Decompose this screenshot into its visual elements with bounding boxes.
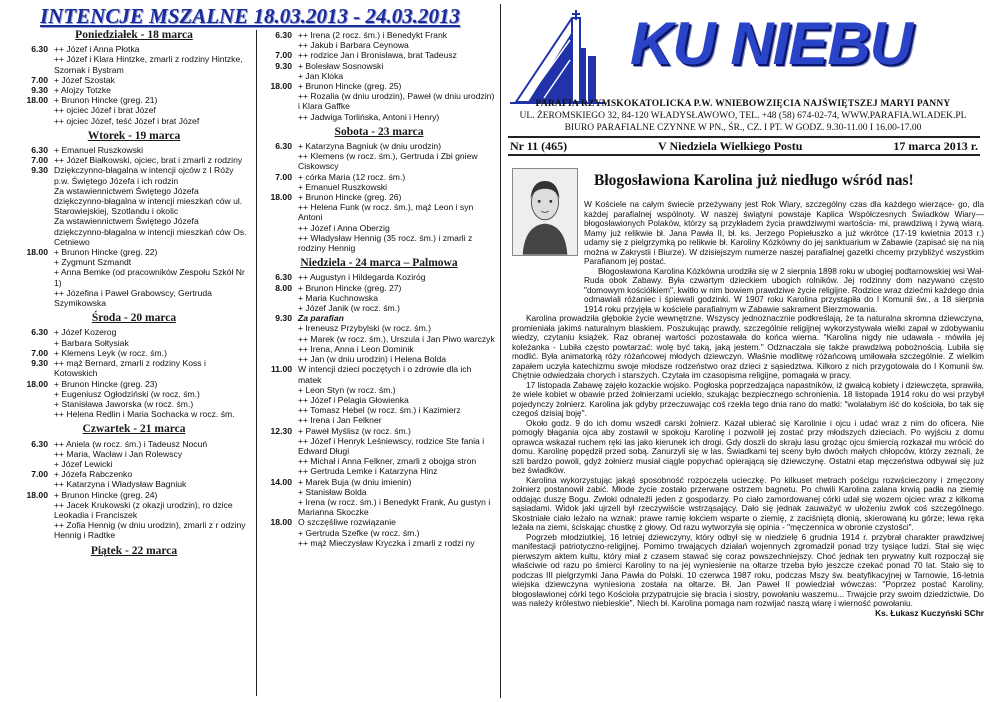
issue-date: 17 marca 2013 r. bbox=[893, 138, 978, 153]
intention-row bbox=[18, 490, 250, 541]
intention-text: + Brunon Hincke (greg. 25) bbox=[298, 81, 402, 92]
church-logo-icon bbox=[510, 10, 630, 106]
parish-address: UL. ŻEROMSKIEGO 32, 84-120 WŁADYSŁAWOWO, TEL. +48 (58) 674-02-74, WWW.PARAFIA.WLADEK.PL bbox=[519, 111, 967, 121]
mass-time: 7.00 bbox=[275, 50, 292, 61]
intention-text: + Klemens Leyk (w rocz. śm.) bbox=[54, 347, 167, 358]
intention-text: ++ rodzice Jan i Bronisława, brat Tadeusz bbox=[298, 50, 457, 61]
intention-row bbox=[262, 81, 496, 122]
intention-row bbox=[18, 75, 250, 85]
day-heading: Czwartek - 21 marca bbox=[82, 423, 186, 436]
mass-time: 6.30 bbox=[31, 438, 48, 449]
intention-row bbox=[262, 364, 496, 425]
intention-row bbox=[262, 426, 496, 477]
article-paragraph: Karolina prowadziła głębokie życie wewnętrzne. Wszyscy jednoznacznie podkreślają, że ta naturalna skromna dziewczyna, promieniała jakimś naturalnym blaskiem. Poszukując prawdy, szczególnie religijnej wykorzystywała wielki zapał w zdobywaniu wiedzy, czytaniu książek. Raz obranej wartości pozostawała do końca wierna. "Karolina nigdy nie udawała - mówiła jej koleżanka - Lubiła często powtarzać: wolę być taką, jaką jestem." Odznaczała się także prawdziwą pobożnością. Lubiła się modlić. Była animatorką róży różańcowej młodych dziewczyn. Właśnie modlitwę różańcową umiłowała szczególnie. Z wielkim zapałem uczyła katechizmu swoje młodsze rodzeństwo oraz dzieci z sąsiedztwa. Kilkoro z nich przygotowała do I Komunii św. Chętnie odwiedzała chorych i starszych. Czytała im czasopisma religijne, pomagała w pracy. bbox=[512, 313, 984, 380]
mass-time: 7.00 bbox=[31, 155, 48, 166]
day-heading: Poniedziałek - 18 marca bbox=[75, 29, 193, 41]
intention-row bbox=[262, 192, 496, 253]
mass-time: 18.00 bbox=[26, 95, 48, 106]
article-paragraph: Karolina wykorzystując jakąś sposobność rozpoczęła ucieczkę. Po kilkuset metrach pościgu rozwścieczony i zmęczony żołnierz postanowił zabić. Młode życie zostało przerwane ostrzem bagnetu. Po chwili Karolina zalana krwią padła na ziemię oddając duszę Bogu. Zwłoki odnaleźli jeden z gospodarzy. Po ciało zamordowanej córki udał się wozem ojciec wraz z kilkoma sąsiadami. Widok jaki ujrzeli był rzeczywiście wstrząsający. Dało się jednak zauważyć w ułożeniu zwłok coś szczególnego. Skostniałe ciało leżało na wznak: prawe ramię łokciem wsparte o ziemię, z zaciśniętą dłonią, skierowaną ku górze; lewa ręka leżała na ziemi, ściskając chustkę z głowy. Od razu wytworzyła się opinia - "męczennica w obronie czystości". bbox=[512, 474, 984, 532]
mass-time: 18.00 bbox=[26, 378, 48, 389]
intention-text: ++ Józef Białkowski, ojciec, brat i zmarli z rodziny bbox=[54, 155, 243, 166]
intention-text: ++ Jakub i Barbara Ceynowa bbox=[298, 40, 409, 51]
intention-row bbox=[262, 61, 496, 81]
intention-row bbox=[18, 165, 250, 247]
intention-text: + Maria Kuchnowska bbox=[298, 292, 379, 303]
intention-text: ++ Michał i Anna Felkner, zmarli z obojga stron bbox=[298, 456, 477, 467]
intention-row bbox=[18, 327, 250, 347]
article-paragraph: 17 listopada Zabawę zajęło kozackie wojsko. Pogłoska poprzedzająca napastników, iż gwałcą kobiety i dziewczęta, sprawiła, że wiele kobiet w obawie przed żołnierzami uciekło, szukając bezpiecznego schronienia. 18 listopada 1914 roku do wsi przybył pojedynczy żołnierz. Karolina jak gdyby przeczuwając coś rzekła tego dnia rano do matki: "wolałabym iść do kościoła, bo tak się czegoś dzisiaj boję". bbox=[512, 379, 984, 418]
intention-text: + Bolesław Sosnowski bbox=[298, 60, 384, 71]
intention-text: Za parafian bbox=[298, 313, 344, 324]
intention-text: ++ Irena, Anna i Leon Dominik bbox=[298, 343, 414, 354]
issue-bar bbox=[508, 136, 980, 156]
intention-text: + Jan Kloka bbox=[298, 70, 344, 81]
intention-text: + Józef Kozerog bbox=[54, 327, 117, 338]
intention-row bbox=[262, 283, 496, 314]
intention-text: ++ Klemens (w rocz. śm.), Gertruda i Zbi gniew Ciskowscy bbox=[298, 151, 478, 172]
intention-row bbox=[262, 477, 496, 518]
intention-text: ++ Irena (2 rocz. śm.) i Benedykt Frank bbox=[298, 30, 448, 40]
intention-text: O szczęśliwe rozwiązanie bbox=[298, 517, 396, 528]
intention-text: + Gertruda Szefke (w rocz. śm.) bbox=[298, 527, 420, 538]
intention-text: ++ Zofia Hennig (w dniu urodzin), zmarli z r odziny Hennig i Radtke bbox=[54, 520, 246, 541]
mass-time: 9.30 bbox=[31, 358, 48, 369]
intention-text: ++ Maria, Wacław i Jan Rolewscy bbox=[54, 448, 183, 459]
day-heading: Wtorek - 19 marca bbox=[87, 129, 181, 142]
intention-text: + Paweł Myślisz (w rocz. śm.) bbox=[298, 425, 411, 436]
intention-text: ++ Jadwiga Torlińska, Antoni i Henry) bbox=[298, 111, 440, 122]
intention-text: ++ Tomasz Hebel (w rocz. śm.) i Kazimierz bbox=[298, 405, 461, 416]
intention-text: + Józef Janik (w rocz. śm.) bbox=[298, 303, 400, 314]
intention-row bbox=[18, 439, 250, 470]
intention-text: + Józefa Rabczenko bbox=[54, 469, 133, 480]
intention-text: + Brunon Hincke (greg. 23) bbox=[54, 378, 158, 389]
article-body bbox=[512, 200, 984, 618]
day-heading: Sobota - 23 marca bbox=[334, 125, 424, 138]
parish-info bbox=[508, 98, 978, 134]
intention-text: + Emanuel Ruszkowski bbox=[54, 145, 144, 156]
intention-text: Za wstawiennictwem Świętego Józefa dziękczynno-błagalna w intencji mieszkań ców Os. Cetniewo bbox=[54, 216, 247, 247]
intention-text: ++ Gertruda Lemke i Katarzyna Hinz bbox=[298, 466, 438, 477]
article-paragraph: Około godz. 9 do ich domu wszedł carski żołnierz. Kazał ubierać się Karolinie i ojcu i udać wraz z nim do oficera. Nie pomogły błagania ojca aby zostawił w spokoju Karolinę i pozwolił jej zostać przy młodszych dzieciach. Po wyjściu z domu oprawca wskazał ruchem ręki las jako kierunek ich drogi. Gdy doszli do skraju lasu grożąc ojcu śmiercią rozkazał mu wrócić do domu. Karolinę popędził przed sobą. Zanurzyli się w las. Świadkami tej sceny było dwóch małych chłopców, którzy zeznali, że szli bardzo powoli, gdyż żołnierz musiał ciągle popychać opierającą się dziewczynę. Ostatni etap męczeństwa odbywał się już bez świadków. bbox=[512, 417, 984, 475]
intention-text: ++ Józef i Anna Oberzig bbox=[298, 222, 390, 233]
intention-text: ++ mąż Mieczysław Kryczka i zmarli z rodzi ny bbox=[298, 537, 475, 548]
parish-name: PARAFIA RZYMSKOKATOLICKA P.W. WNIEBOWZIĘCIA NAJŚWIĘTSZEJ MARYI PANNY bbox=[535, 99, 951, 109]
intention-row bbox=[18, 145, 250, 155]
mass-time: 6.30 bbox=[31, 327, 48, 338]
intention-text: + Emanuel Ruszkowski bbox=[298, 181, 388, 192]
intention-text: ++ Augustyn i Hildegarda Kozirόg bbox=[298, 272, 426, 283]
intention-text: Dziękczynno-błagalna w intencji ojców z I Róży p.w. Świętego Józefa i ich rodzin bbox=[54, 165, 234, 186]
mass-time: 9.30 bbox=[31, 165, 48, 176]
issue-sunday: V Niedziela Wielkiego Postu bbox=[658, 138, 803, 153]
mass-time: 11.00 bbox=[270, 364, 292, 375]
intention-row bbox=[18, 85, 250, 95]
mass-time: 14.00 bbox=[270, 476, 292, 487]
column-divider bbox=[256, 30, 257, 696]
intention-text: ++ Helena Redlin i Maria Sochacka w rocz. śm. bbox=[54, 409, 235, 420]
intention-text: W intencji dzieci poczętych i o zdrowie dla ich matek bbox=[298, 364, 472, 385]
article-title: Błogosławiona Karolina już niedługo wśród nas! bbox=[594, 172, 914, 189]
intentions-left-column bbox=[18, 30, 250, 560]
intention-text: + córka Maria (12 rocz. śm.) bbox=[298, 171, 406, 182]
mass-time: 7.00 bbox=[275, 171, 292, 182]
intention-row bbox=[262, 272, 496, 282]
issue-number: Nr 11 (465) bbox=[510, 138, 568, 153]
mass-time: 7.00 bbox=[31, 469, 48, 480]
intention-row bbox=[262, 50, 496, 60]
mass-time: 6.30 bbox=[31, 44, 48, 55]
intention-text: ++ Józef i Klara Hintzke, zmarli z rodziny Hintzke, Szornak i Bystram bbox=[54, 54, 243, 75]
intention-row bbox=[18, 247, 250, 308]
intention-text: + Brunon Hincke (greg. 21) bbox=[54, 95, 158, 106]
intention-text: + Leon Styn (w rocz. śm.) bbox=[298, 384, 396, 395]
intention-text: + Marek Buja (w dniu imienin) bbox=[298, 476, 412, 487]
newsletter-logo: KU NIEBU bbox=[630, 10, 913, 77]
intention-text: + Brunon Hincke (greg. 26) bbox=[298, 192, 402, 203]
intention-text: ++ ojciec Józef i brat Józef bbox=[54, 105, 156, 116]
intention-text: + Brunon Hincke (greg. 22) bbox=[54, 247, 158, 258]
mass-time: 6.30 bbox=[275, 272, 292, 283]
intention-text: ++ Józef i Henryk Leśniewscy, rodzice Ste fania i Edward Długi bbox=[298, 435, 485, 456]
intention-text: ++ Józef i Pelagia Głowienka bbox=[298, 394, 409, 405]
intentions-middle-column bbox=[262, 30, 496, 548]
intention-row bbox=[18, 348, 250, 358]
article-paragraph: Pogrzeb młodziutkiej, 16 letniej dziewczyny, który odbył się w niedzielę 6 grudnia 1914 r. przybrał charakter prawdziwej manifestacji patriotyczno-religijnej. Pomimo trwających działań wojennych zgromadził ponad trzy tysiące ludzi. Stał się więc pierwszym aktem kultu, który miał z czasem stawać się coraz powszechniejszy. Choć jednak ten prywatny kult rozpoczął się właściwie od razu po śmierci Karoliny to na jej wyniesienie na ołtarze trzeba było jeszcze czekać ponad 70 lat. Stało się to podczas III pielgrzymki Jana Pawła do Polski. 10 czerwca 1987 roku, podczas Mszy św. beatyfikacyjnej w Tarnowie, 16-letnia wiejska dziewczyna wyniesiona została na ołtarze. Bł. Jan Paweł II powiedział wówczas: "Poprzez postać Karoliny, błogosławionej córki tego Kościoła przypatrujcie się bracia i siostry, powołaniu waszemu... Trwajcie przy swoim dziedzictwie. Do was należy królestwo niebieskie". Niech bł. Karolina pomaga nam rozwijać naszą wiarę i wierność powołaniu. bbox=[512, 531, 984, 608]
mass-time: 6.30 bbox=[31, 145, 48, 156]
day-heading: Niedziela - 24 marca – Palmowa bbox=[300, 257, 458, 270]
intention-row bbox=[18, 469, 250, 489]
intention-text: ++ mąż Bernard, zmarli z rodziny Koss i Kotowskich bbox=[54, 358, 206, 379]
mass-time: 18.00 bbox=[26, 247, 48, 258]
mass-time: 18.00 bbox=[26, 489, 48, 500]
mass-time: 7.00 bbox=[31, 74, 48, 85]
intention-row bbox=[18, 379, 250, 420]
intention-text: ++ Władysław Hennig (35 rocz. śm.) i zmarli z rodziny Hennig bbox=[298, 232, 473, 254]
intention-row bbox=[18, 95, 250, 126]
intention-text: + Józef Szostak bbox=[54, 74, 115, 85]
intention-text: ++ ojciec Józef, teść Józef i brat Józef bbox=[54, 115, 200, 126]
intention-text: + Katarzyna Bagniuk (w dniu urodzin) bbox=[298, 141, 442, 152]
intention-text: Za wstawiennictwem Świętego Józefa dziękczynno-błagalna w intencji mieszkań ców ul. Starowiejskiej, Szotlandu i okolic bbox=[54, 185, 243, 217]
intention-text: + Stanisława Jaworska (w rocz. śm.) bbox=[54, 398, 194, 409]
intention-text: + Eugeniusz Ogłodziński (w rocz. śm.) bbox=[54, 388, 200, 399]
day-heading: Piątek - 22 marca bbox=[90, 544, 178, 557]
intention-row bbox=[262, 141, 496, 172]
intention-text: ++ Jan (w dniu urodzin) i Helena Bolda bbox=[298, 354, 447, 365]
day-heading: Środa - 20 marca bbox=[91, 312, 177, 325]
intention-text: ++ Józef i Anna Płotka bbox=[54, 44, 140, 55]
mass-time: 12.30 bbox=[270, 425, 292, 436]
intention-text: ++ Katarzyna i Władysław Bagniuk bbox=[54, 479, 187, 490]
intention-text: + Anna Bemke (od pracowników Zespołu Szkół Nr 1) bbox=[54, 267, 245, 288]
intention-row bbox=[262, 517, 496, 548]
intention-text: + Józef Lewicki bbox=[54, 458, 113, 469]
article-paragraph: W Kościele na całym świecie przeżywany jest Rok Wiary, szczególny czas dla każdego wierzące- go, dla każdej parafialnej wspólnoty. W naszej świątyni powstaje Kaplica Współczesnych Świadków Wiary—błogosławionych Polaków, którzy są przykładem życia prawdziwymi wartościa- mi, prawdziwą i żywą wiarą. Mamy już relikwie bł. Jana Pawła II, bł. ks. Jerzego Popiełuszko a już wkrótce (17-19 kwietnia 2013 r.) udamy się z pielgrzymką po relikwie bł. Karoliny Kózkówny do jej sanktuarium w Zabawie (zapisać się na nią można w Zakrystii i Biurze). W dzisiejszym numerze naszej parafialnej gazetki chcemy przybliżyć wszystkim Parafianom jej postać. bbox=[584, 199, 984, 266]
mass-time: 7.00 bbox=[31, 347, 48, 358]
intention-row bbox=[262, 172, 496, 192]
intention-text: + Ireneusz Przybylski (w rocz. śm.) bbox=[298, 323, 431, 334]
intention-row bbox=[18, 155, 250, 165]
intention-row bbox=[18, 358, 250, 378]
intention-text: + Brunon Hincke (greg. 27) bbox=[298, 282, 402, 293]
mass-time: 18.00 bbox=[270, 517, 292, 528]
intention-text: + Stanisław Bolda bbox=[298, 486, 367, 497]
intention-row bbox=[262, 313, 496, 364]
intention-text: ++ Rozalia (w dniu urodzin), Paweł (w dniu urodzin) i Klara Gaffke bbox=[298, 91, 495, 112]
mass-time: 18.00 bbox=[270, 192, 292, 203]
intention-text: + Alojzy Totzke bbox=[54, 85, 111, 96]
article-paragraph: Błogosławiona Karolina Kózkówna urodziła się w 2 sierpnia 1898 roku w ubogiej podtarnowskiej wsi Wał-Ruda obok Zabawy. Była czwartym dzieckiem ubogich rolników. Jej rodzinny dom nazywano często "domowym kościółkiem", kwitło w nim bowiem prawdziwe życie religijne. Rodzice wraz dziećmi każdego dnia odmawiali różaniec i śpiewali godzinki. W 1907 roku Karolina przystąpiła do I Komunii św., a 18 sierpnia 1914 roku przyjęła w kościele parafialnym w Zabawie sakrament Bierzmowania. bbox=[584, 265, 984, 314]
intention-text: ++ Jacek Krukowski (z okazji urodzin), ro dzice Leokadia i Franciszek bbox=[54, 499, 233, 520]
mass-time: 6.30 bbox=[275, 30, 292, 40]
intention-text: ++ Irena i Jan Felkner bbox=[298, 415, 382, 426]
mass-time: 9.30 bbox=[31, 85, 48, 96]
mass-time: 9.30 bbox=[275, 60, 292, 71]
mass-time: 8.00 bbox=[275, 282, 292, 293]
intention-text: + Brunon Hincke (greg. 24) bbox=[54, 489, 158, 500]
mass-time: 6.30 bbox=[275, 141, 292, 152]
intentions-title: INTENCJE MSZALNE 18.03.2013 - 24.03.2013 bbox=[40, 4, 461, 28]
intention-text: + Barbara Sołtysiak bbox=[54, 337, 129, 348]
mass-time: 9.30 bbox=[275, 313, 292, 324]
intention-text: ++ Aniela (w rocz. śm.) i Tadeusz Nocuń bbox=[54, 438, 208, 449]
intention-text: ++ Józefina i Paweł Grabowscy, Gertruda Szymikowska bbox=[54, 287, 212, 309]
intention-row bbox=[18, 44, 250, 75]
intention-text: ++ Marek (w rocz. śm.), Urszula i Jan Piwo warczyk bbox=[298, 333, 495, 344]
intention-text: + Zygmunt Szmandt bbox=[54, 257, 132, 268]
parish-office-hours: BIURO PARAFIALNE CZYNNE W PN., ŚR., CZ. I PT. W GODZ. 9.30-11.00 I 16.00-17.00 bbox=[564, 123, 922, 133]
intention-text: ++ Helena Funk (w rocz. śm.), mąż Leon i syn Antoni bbox=[298, 202, 474, 223]
mass-time: 18.00 bbox=[270, 81, 292, 92]
article-signature: Ks. Łukasz Kuczyński SChr bbox=[875, 607, 984, 618]
intention-text: + Irena (w rocz. śm.) i Benedykt Frank, Au gustyn i Marianna Skoczke bbox=[298, 496, 491, 518]
intention-row bbox=[262, 30, 496, 50]
page-divider bbox=[500, 4, 501, 698]
